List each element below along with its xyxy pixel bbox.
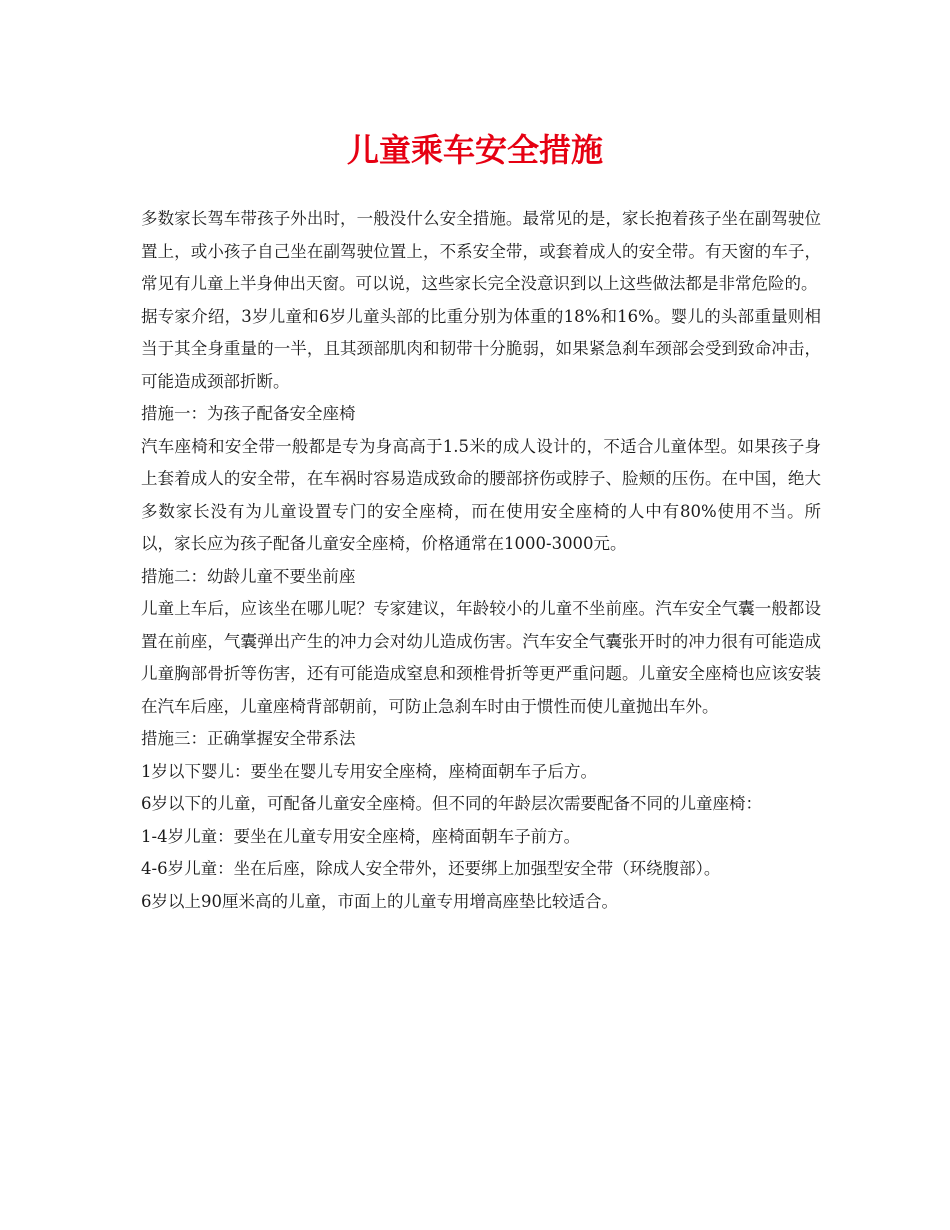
paragraph-intro: 多数家长驾车带孩子外出时，一般没什么安全措施。最常见的是，家长抱着孩子坐在副驾驶位置上，或小孩子自己坐在副驾驶位置上，不系安全带，或套着成人的安全带。有天窗的车子，常见有儿童上半身伸出天窗。可以说，这些家长完全没意识到以上这些做法都是非常危险的。 [141, 209, 821, 293]
document-body [141, 203, 821, 918]
list-item-infant: 1岁以下婴儿：要坐在婴儿专用安全座椅，座椅面朝车子后方。 [141, 761, 597, 781]
paragraph-expert: 据专家介绍，3岁儿童和6岁儿童头部的比重分别为体重的18%和16%。婴儿的头部重量则相当于其全身重量的一半，且其颈部肌肉和韧带十分脆弱，如果紧急刹车颈部会受到致命冲击，可能造成颈部折断。 [141, 306, 821, 391]
list-item-4-6: 4-6岁儿童：坐在后座，除成人安全带外，还要绑上加强型安全带（环绕腹部）。 [141, 859, 721, 878]
list-item-over-6: 6岁以上90厘米高的儿童，市面上的儿童专用增高座垫比较适合。 [141, 891, 618, 911]
heading-measure-3: 措施三：正确掌握安全带系法 [141, 729, 356, 748]
document-title: 儿童乘车安全措施 [346, 131, 603, 169]
list-item-1-4: 1-4岁儿童：要坐在儿童专用安全座椅，座椅面朝车子前方。 [141, 826, 581, 846]
list-item-under-6: 6岁以下的儿童，可配备儿童安全座椅。但不同的年龄层次需要配备不同的儿童座椅： [141, 794, 762, 813]
heading-measure-1: 措施一：为孩子配备安全座椅 [141, 404, 356, 423]
heading-measure-2: 措施二：幼龄儿童不要坐前座 [141, 566, 356, 586]
paragraph-measure-2: 儿童上车后，应该坐在哪儿呢？专家建议，年龄较小的儿童不坐前座。汽车安全气囊一般都设置在前座，气囊弹出产生的冲力会对幼儿造成伤害。汽车安全气囊张开时的冲力很有可能造成儿童胸部骨折等伤害，还有可能造成窒息和颈椎骨折等更严重问题。儿童安全座椅也应该安装在汽车后座，儿童座椅背部朝前，可防止急刹车时由于惯性而使儿童抛出车外。 [141, 599, 821, 716]
paragraph-measure-1: 汽车座椅和安全带一般都是专为身高高于1.5米的成人设计的，不适合儿童体型。如果孩子身上套着成人的安全带，在车祸时容易造成致命的腰部挤伤或脖子、脸颊的压伤。在中国，绝大多数家长没有为儿童设置专门的安全座椅，而在使用安全座椅的人中有80%使用不当。所以，家长应为孩子配备儿童安全座椅，价格通常在1000-3000元。 [141, 436, 821, 553]
